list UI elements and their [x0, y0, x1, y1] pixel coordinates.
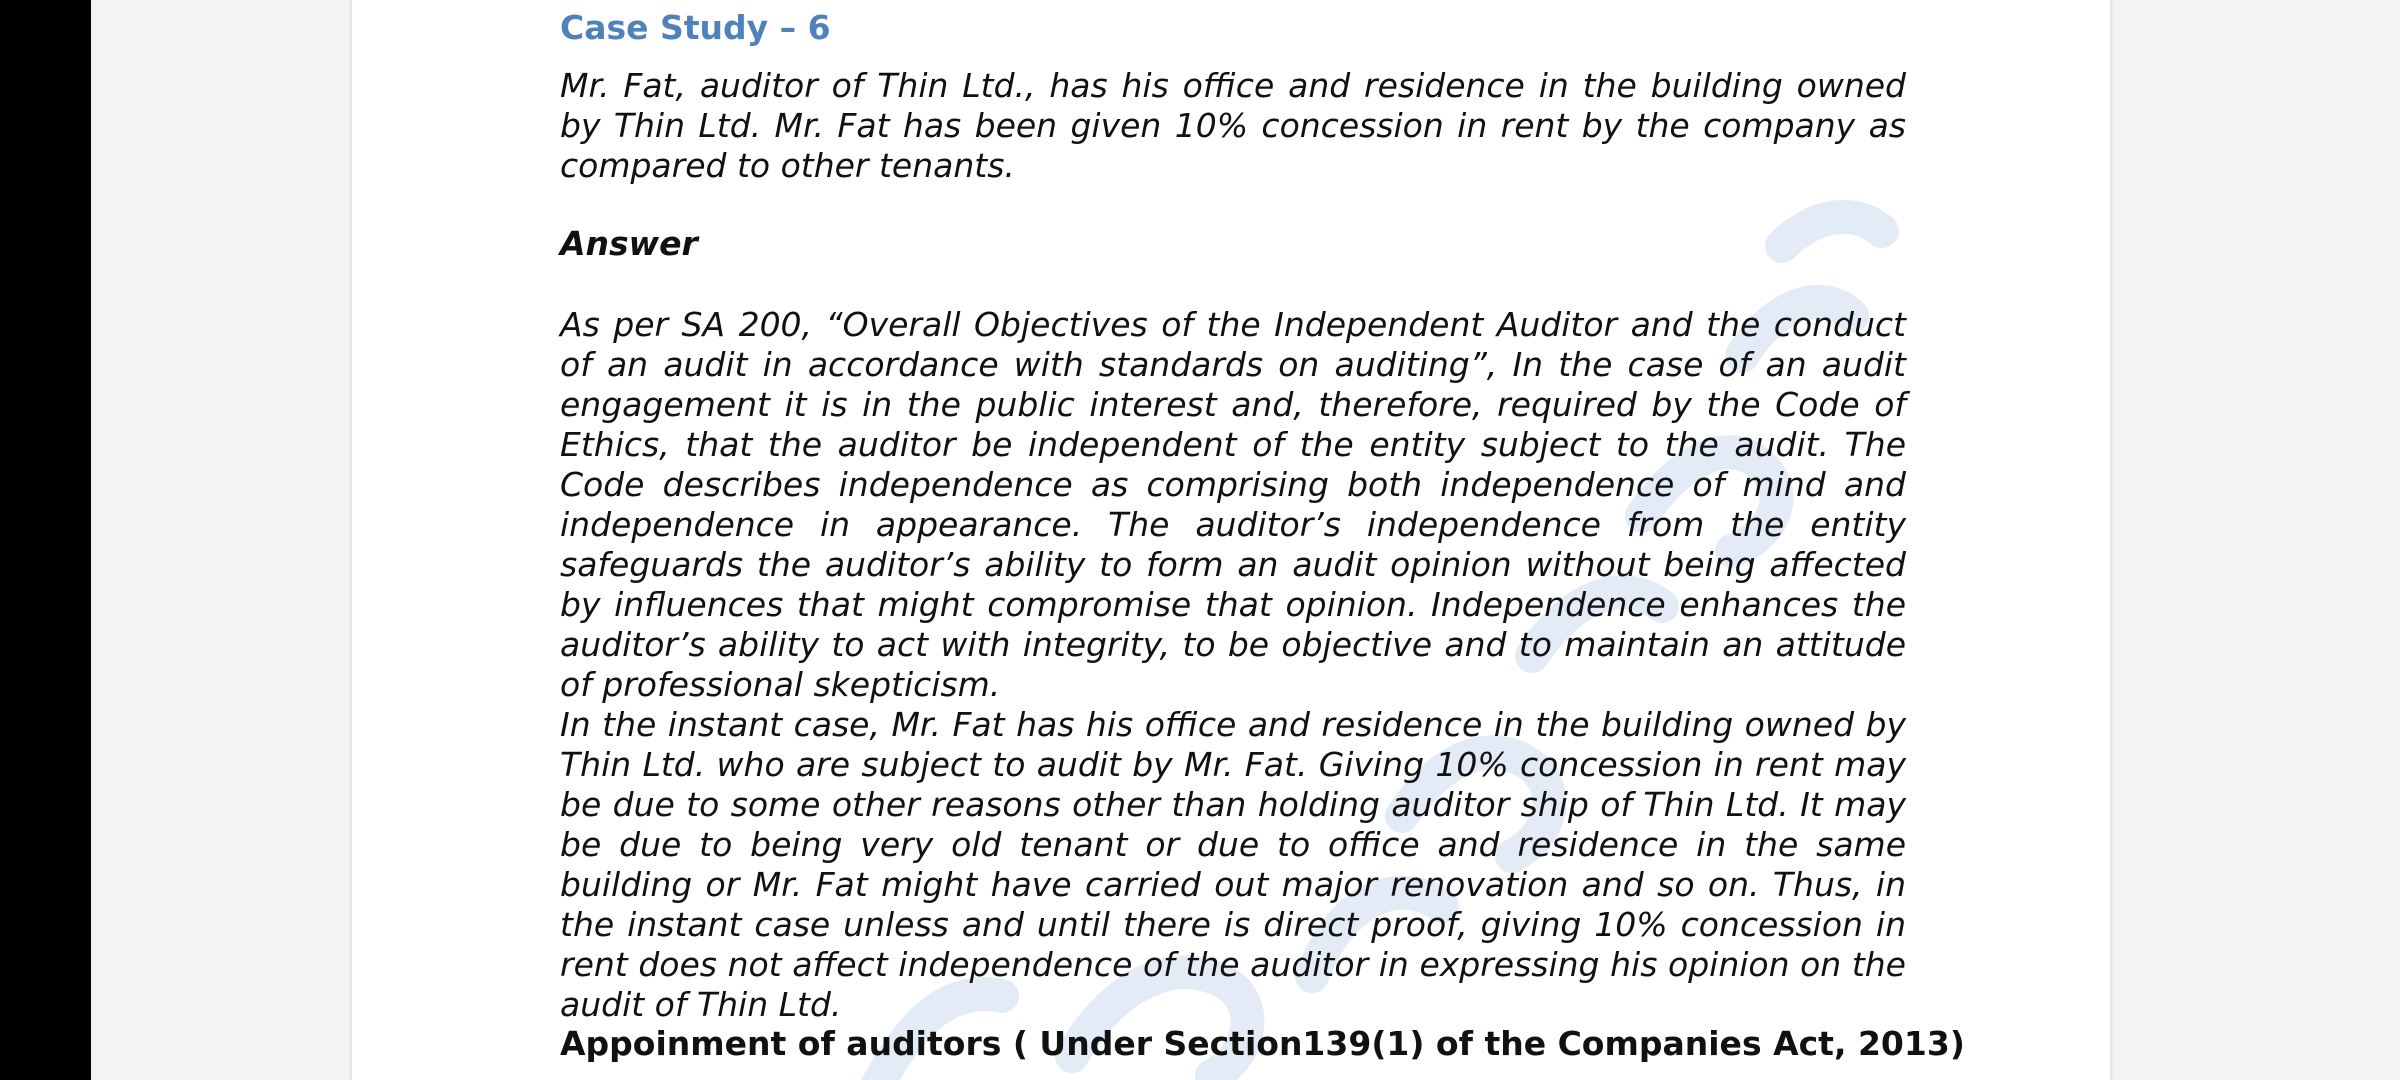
- answer-paragraph-2: In the instant case, Mr. Fat has his office and residence in the building owned by Thin Ltd. who are subject to audit by Mr. Fat. Giving 10% concession in rent may be due to some other reasons other than holding auditor ship of Thin Ltd. It may be due to being very old tenant or due to office and residence in the same building or Mr. Fat might have carried out major renovation and so on. Thus, in the instant case unless and until there is direct proof, giving 10% concession in rent does not affect independence of the auditor in expressing his opinion on the audit of Thin Ltd.: [560, 705, 1906, 1024]
- left-black-strip: [0, 0, 91, 1080]
- question-paragraph: Mr. Fat, auditor of Thin Ltd., has his office and residence in the building owned by Thin Ltd. Mr. Fat has been given 10% concession in rent by the company as compared to other tenants.: [560, 66, 1906, 185]
- document-page: [352, 0, 2110, 1080]
- next-section-heading: Appoinment of auditors ( Under Section139(1) of the Companies Act, 2013): [560, 1024, 1965, 1063]
- case-study-title: Case Study – 6: [560, 8, 831, 47]
- answer-heading: Answer: [560, 224, 698, 263]
- answer-paragraph-1: As per SA 200, “Overall Objectives of the Independent Auditor and the conduct of an audit in accordance with standards on auditing”, In the case of an audit engagement it is in the public interest and, therefore, required by the Code of Ethics, that the auditor be independent of the entity subject to the audit. The Code describes independence as comprising both independence of mind and independence in appearance. The auditor’s independence from the entity safeguards the auditor’s ability to form an audit opinion without being affected by influences that might compromise that opinion. Independence enhances the auditor’s ability to act with integrity, to be objective and to maintain an attitude of professional skepticism.: [560, 305, 1906, 704]
